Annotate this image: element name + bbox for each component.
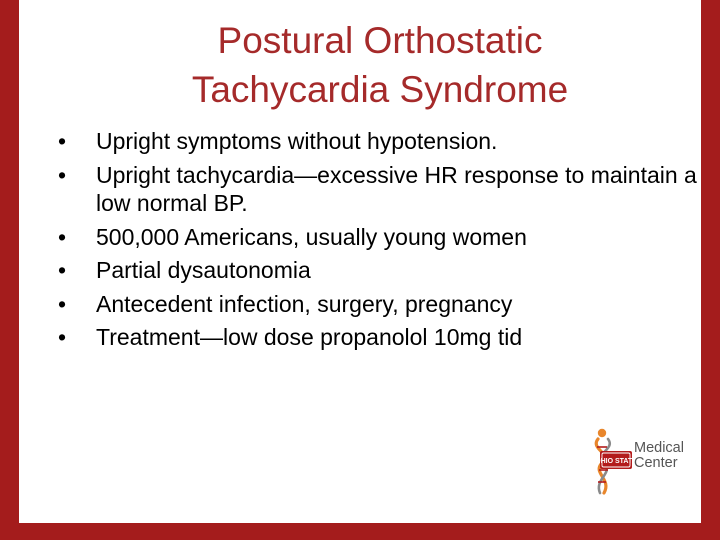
bullet-item (58, 290, 698, 319)
bullet-item (58, 223, 698, 252)
medical-center-logo (588, 427, 698, 497)
bullet-item (58, 161, 698, 218)
bullet-dot: • (58, 257, 67, 283)
seal-text: OHIO STATE (595, 458, 636, 465)
bullet-item (58, 127, 698, 156)
bullet-text: Partial dysautonomia (96, 257, 311, 283)
medical-center-wordmark (634, 441, 684, 471)
logo-line-2: Center (634, 455, 678, 471)
title-line-2: Tachycardia Syndrome (191, 69, 569, 110)
dna-helix-icon (588, 427, 636, 497)
bullet-text: Treatment—low dose propanolol 10mg tid (96, 324, 523, 350)
title-line-1: Postural Orthostatic (217, 20, 543, 61)
left-frame-bar (0, 0, 19, 540)
bullet-dot: • (58, 128, 67, 154)
bottom-frame-bar (0, 523, 720, 540)
slide-title (40, 16, 720, 114)
bullet-list (58, 127, 698, 357)
bullet-dot: • (58, 223, 67, 250)
bullet-text: Upright tachycardia—excessive HR response to maintain a low normal BP. (96, 161, 697, 216)
bullet-text: 500,000 Americans, usually young women (96, 223, 527, 250)
bullet-text: Upright symptoms without hypotension. (96, 128, 498, 154)
bullet-dot: • (58, 161, 67, 188)
bullet-dot: • (58, 324, 67, 350)
bullet-dot: • (58, 290, 67, 317)
bullet-text: Antecedent infection, surgery, pregnancy (96, 290, 513, 317)
bullet-item (58, 256, 698, 285)
bullet-item (58, 323, 698, 352)
logo-line-1: Medical (634, 440, 684, 456)
